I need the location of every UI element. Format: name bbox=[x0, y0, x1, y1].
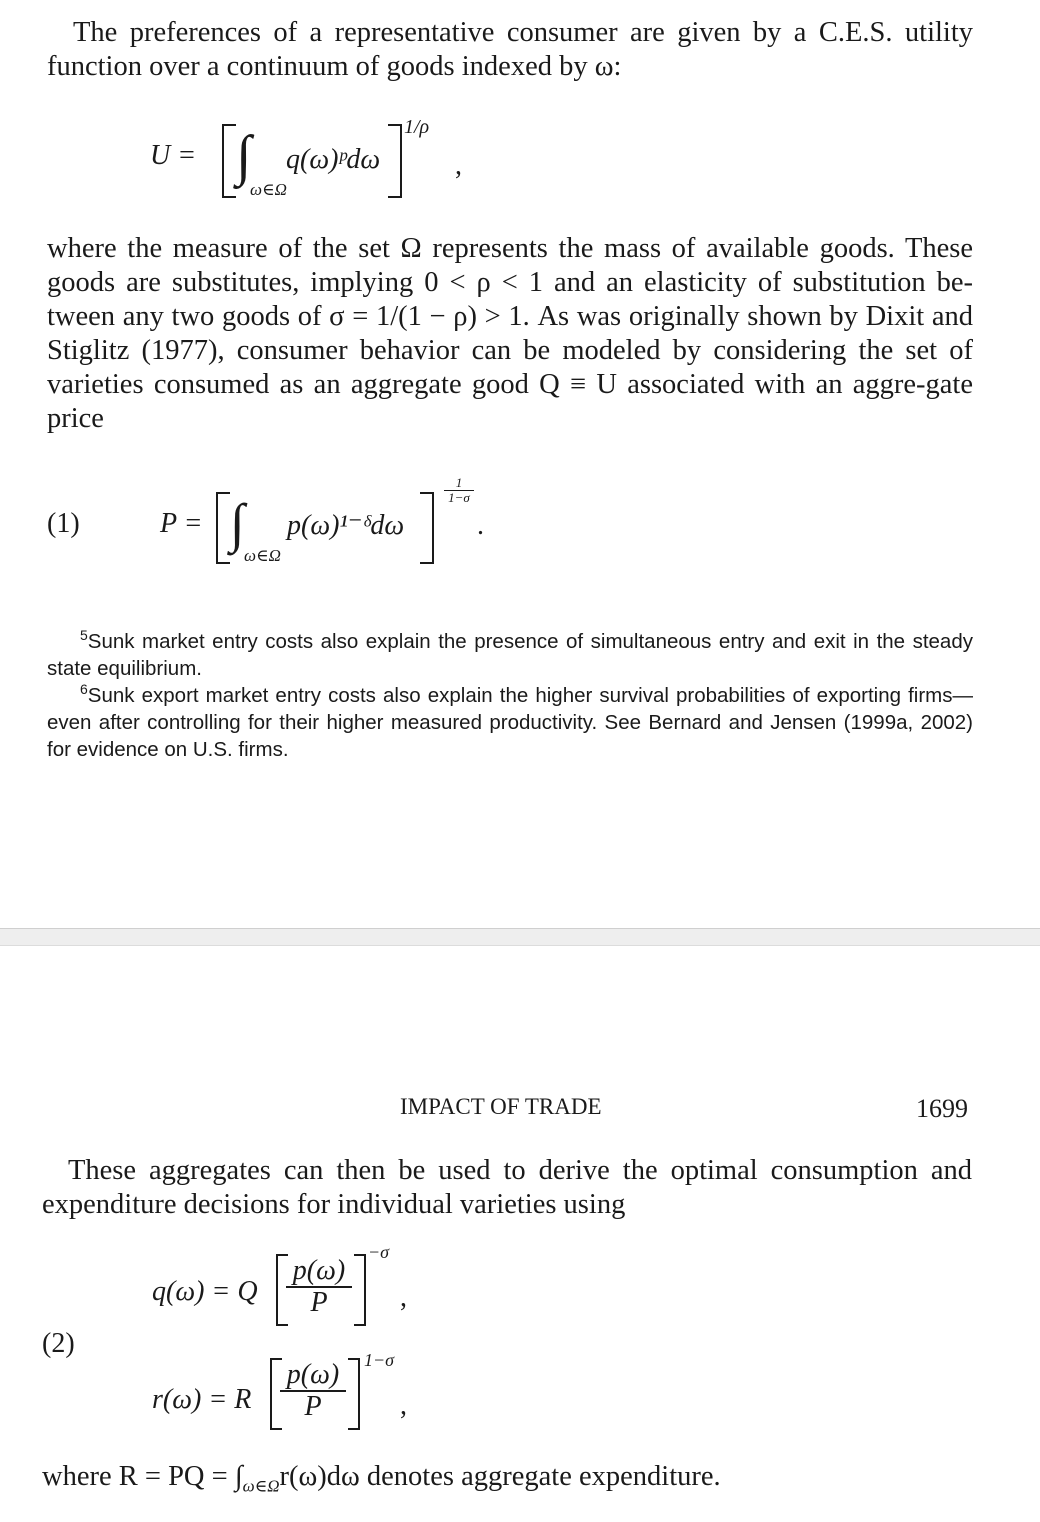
revenue-fraction bbox=[280, 1360, 346, 1422]
closing-line bbox=[42, 1460, 972, 1504]
aggregates-paragraph: These aggregates can then be used to derive the optimal consumption and expenditure decisions for individual varieties using bbox=[42, 1155, 972, 1220]
revenue-exponent: 1−σ bbox=[364, 1350, 395, 1370]
revenue-numerator: p(ω) bbox=[280, 1360, 346, 1392]
demand-trail: , bbox=[400, 1282, 407, 1313]
revenue-trail: , bbox=[400, 1390, 407, 1421]
demand-denominator: P bbox=[310, 1287, 328, 1318]
utility-integrand: q(ω)ᵖdω bbox=[286, 144, 381, 175]
price-exponent bbox=[444, 476, 474, 505]
price-subscript: ω∈Ω bbox=[244, 546, 281, 565]
price-trail: . bbox=[477, 510, 484, 541]
intro-paragraph: The preferences of a representative consumer are given by a C.E.S. utility function over a continuum of goods indexed by ω: bbox=[47, 17, 973, 82]
demand-exponent: −σ bbox=[368, 1242, 390, 1262]
footnote-6 bbox=[47, 676, 973, 763]
demand-fraction bbox=[286, 1256, 352, 1318]
price-lhs: P = bbox=[160, 508, 203, 539]
footnote-5-mark: 5 bbox=[80, 627, 88, 643]
utility-lhs: U = bbox=[150, 140, 197, 171]
utility-subscript: ω∈Ω bbox=[250, 180, 287, 199]
closing-prefix: where R = PQ = ∫ bbox=[42, 1461, 243, 1492]
utility-trail: , bbox=[455, 150, 462, 181]
exponent-denominator: 1−σ bbox=[448, 490, 470, 505]
integral-sign: ∫ bbox=[236, 125, 252, 187]
right-bracket bbox=[354, 1254, 366, 1326]
closing-suffix: r(ω)dω denotes aggregate expenditure. bbox=[279, 1461, 721, 1492]
demand-lhs: q(ω) = Q bbox=[152, 1276, 258, 1307]
running-head-title: IMPACT OF TRADE bbox=[400, 1094, 602, 1119]
utility-equation bbox=[0, 110, 1040, 210]
equation-label-2: (2) bbox=[42, 1328, 75, 1359]
integral-sign: ∫ bbox=[230, 493, 245, 553]
revenue-denominator: P bbox=[304, 1391, 322, 1422]
price-integrand: p(ω)¹⁻ᵟdω bbox=[287, 510, 405, 541]
page-bottom bbox=[0, 946, 1040, 1522]
revenue-lhs: r(ω) = R bbox=[152, 1384, 252, 1415]
right-bracket bbox=[348, 1358, 360, 1430]
body-paragraph: where the measure of the set Ω represents the mass of available goods. These goods are substitutes, implying 0 < ρ < 1 and an elasticity of substitution be-tween any two goods of σ = 1/(1 − ρ) > 1. As was originally shown by Dixit and Stiglitz (1977), consumer behavior can be modeled by considering the set of varieties consumed as an aggregate good Q ≡ U associated with an aggre-gate price bbox=[47, 233, 973, 434]
price-equation bbox=[0, 468, 1040, 568]
demand-equations bbox=[0, 1236, 1040, 1436]
demand-numerator: p(ω) bbox=[286, 1256, 352, 1288]
footnote-5-text: Sunk market entry costs also explain the presence of simultaneous entry and exit in the steady state equilibrium. bbox=[47, 630, 973, 680]
right-bracket bbox=[388, 124, 402, 198]
footnote-6-mark: 6 bbox=[80, 681, 88, 697]
equation-label-1: (1) bbox=[47, 508, 80, 539]
right-bracket bbox=[420, 492, 434, 564]
utility-exponent: 1/ρ bbox=[404, 116, 430, 138]
left-bracket bbox=[222, 124, 236, 198]
page-separator bbox=[0, 928, 1040, 946]
exponent-numerator: 1 bbox=[444, 476, 474, 491]
page-number: 1699 bbox=[916, 1094, 968, 1123]
footnote-6-text: Sunk export market entry costs also explain the higher survival probabilities of exporting firms—even after controlling for their higher measured productivity. See Bernard and Jensen (1999a, 2002) for evidence on U.S. firms. bbox=[47, 684, 973, 761]
footnote-5 bbox=[47, 622, 973, 682]
left-bracket bbox=[216, 492, 230, 564]
closing-subscript: ω∈Ω bbox=[242, 1476, 280, 1496]
